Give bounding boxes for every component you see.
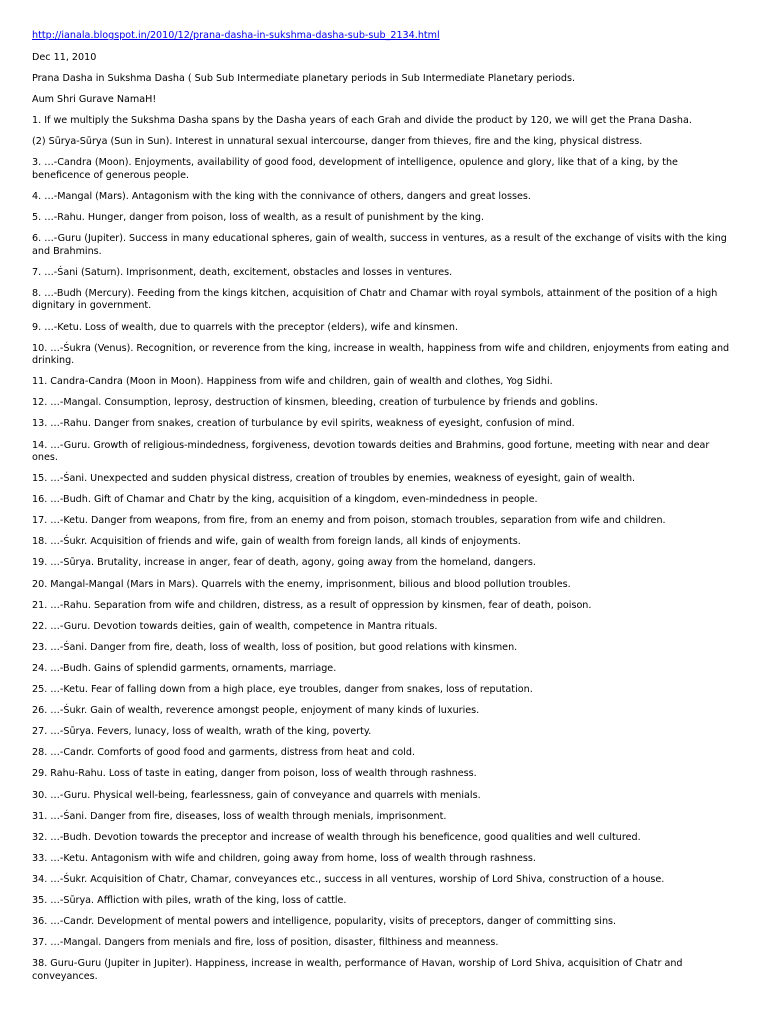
list-item: 36. …-Candr. Development of mental powers and intelligence, popularity, visits of preceptors, danger of committing sins. [32, 916, 617, 928]
list-item: 31. …-Śani. Danger from fire, diseases, loss of wealth through menials, imprisonment. [32, 810, 447, 822]
list-item: 10. …-Śukra (Venus). Recognition, or reverence from the king, increase in wealth, happiness from wife and children, enjoyments from eating and drinking. [32, 342, 730, 367]
list-item: 22. …-Guru. Devotion towards deities, gain of wealth, competence in Mantra rituals. [32, 620, 438, 632]
invocation-line: Aum Shri Gurave NamaH! [32, 94, 157, 106]
list-item: 35. …-Sūrya. Affliction with piles, wrath of the king, loss of cattle. [32, 894, 347, 906]
list-item: 28. …-Candr. Comforts of good food and garments, distress from heat and cold. [32, 747, 416, 759]
list-item: 4. …-Mangal (Mars). Antagonism with the king with the connivance of others, dangers and great losses. [32, 191, 531, 203]
list-item: 24. …-Budh. Gains of splendid garments, ornaments, marriage. [32, 662, 337, 674]
list-item: 13. …-Rahu. Danger from snakes, creation of turbulance by evil spirits, weakness of eyesight, confusion of mind. [32, 418, 575, 430]
list-item: 32. …-Budh. Devotion towards the preceptor and increase of wealth through his beneficence, good qualities and well cultured. [32, 831, 641, 843]
entry-list [32, 115, 732, 983]
list-item: 26. …-Śukr. Gain of wealth, reverence amongst people, enjoyment of many kinds of luxuries. [32, 705, 480, 717]
list-item: (2) Sūrya-Sūrya (Sun in Sun). Interest in unnatural sexual intercourse, danger from thieves, fire and the king, physical distress. [32, 136, 643, 148]
list-item: 38. Guru-Guru (Jupiter in Jupiter). Happiness, increase in wealth, performance of Havan, worship of Lord Shiva, acquisition of Chatr and conveyances. [32, 958, 683, 982]
list-item: 8. …-Budh (Mercury). Feeding from the kings kitchen, acquisition of Chatr and Chamar with royal symbols, attainment of the position of a high dignitary in government. [32, 287, 718, 312]
list-item: 37. …-Mangal. Dangers from menials and fire, loss of position, disaster, filthiness and meanness. [32, 937, 499, 949]
list-item: 29. Rahu-Rahu. Loss of taste in eating, danger from poison, loss of wealth through rashness. [32, 768, 477, 780]
list-item: 19. …-Sūrya. Brutality, increase in anger, fear of death, agony, going away from the homeland, dangers. [32, 557, 536, 569]
list-item: 23. …-Śani. Danger from fire, death, loss of wealth, loss of position, but good relations with kinsmen. [32, 641, 518, 653]
list-item: 12. …-Mangal. Consumption, leprosy, destruction of kinsmen, bleeding, creation of turbulence by friends and goblins. [32, 397, 598, 409]
list-item: 34. …-Śukr. Acquisition of Chatr, Chamar, conveyances etc., success in all ventures, worship of Lord Shiva, construction of a house. [32, 873, 665, 885]
list-item: 16. …-Budh. Gift of Chamar and Chatr by the king, acquisition of a kingdom, even-mindedness in people. [32, 494, 538, 506]
list-item: 18. …-Śukr. Acquisition of friends and wife, gain of wealth from foreign lands, all kinds of enjoyments. [32, 536, 521, 548]
list-item: 27. …-Sūrya. Fevers, lunacy, loss of wealth, wrath of the king, poverty. [32, 726, 372, 738]
list-item: 20. Mangal-Mangal (Mars in Mars). Quarrels with the enemy, imprisonment, bilious and blood pollution troubles. [32, 578, 571, 590]
list-item: 14. …-Guru. Growth of religious-mindedness, forgiveness, devotion towards deities and Brahmins, good fortune, meeting with near and dear ones. [32, 439, 710, 463]
list-item: 7. …-Śani (Saturn). Imprisonment, death, excitement, obstacles and losses in ventures. [32, 266, 453, 278]
list-item: 5. …-Rahu. Hunger, danger from poison, loss of wealth, as a result of punishment by the king. [32, 212, 484, 224]
list-item: 1. If we multiply the Sukshma Dasha spans by the Dasha years of each Grah and divide the product by 120, we will get the Prana Dasha. [32, 115, 692, 127]
list-item: 17. …-Ketu. Danger from weapons, from fire, from an enemy and from poison, stomach troubles, separation from wife and children. [32, 515, 666, 527]
list-item: 9. …-Ketu. Loss of wealth, due to quarrels with the preceptor (elders), wife and kinsmen. [32, 321, 459, 333]
list-item: 21. …-Rahu. Separation from wife and children, distress, as a result of oppression by kinsmen, fear of death, poison. [32, 599, 592, 611]
list-item: 15. …-Śani. Unexpected and sudden physical distress, creation of troubles by enemies, weakness of eyesight, gain of wealth. [32, 473, 636, 485]
list-item: 30. …-Guru. Physical well-being, fearlessness, gain of conveyance and quarrels with menials. [32, 789, 481, 801]
list-item: 25. …-Ketu. Fear of falling down from a high place, eye troubles, danger from snakes, loss of reputation. [32, 684, 533, 696]
source-url-link[interactable]: http://ianala.blogspot.in/2010/12/prana-dasha-in-sukshma-dasha-sub-sub_2134.html [32, 30, 440, 41]
list-item: 3. …-Candra (Moon). Enjoyments, availability of good food, development of intelligence, opulence and glory, like that of a king, by the beneficence of generous people. [32, 157, 678, 181]
list-item: 33. …-Ketu. Antagonism with wife and children, going away from home, loss of wealth through rashness. [32, 852, 536, 864]
list-item: 6. …-Guru (Jupiter). Success in many educational spheres, gain of wealth, success in ventures, as a result of the exchange of visits with the king and Brahmins. [32, 233, 727, 257]
post-date: Dec 11, 2010 [32, 52, 97, 63]
list-item: 11. Candra-Candra (Moon in Moon). Happiness from wife and children, gain of wealth and clothes, Yog Sidhi. [32, 376, 553, 388]
document-title: Prana Dasha in Sukshma Dasha ( Sub Sub Intermediate planetary periods in Sub Intermediate Planetary periods. [32, 73, 576, 85]
